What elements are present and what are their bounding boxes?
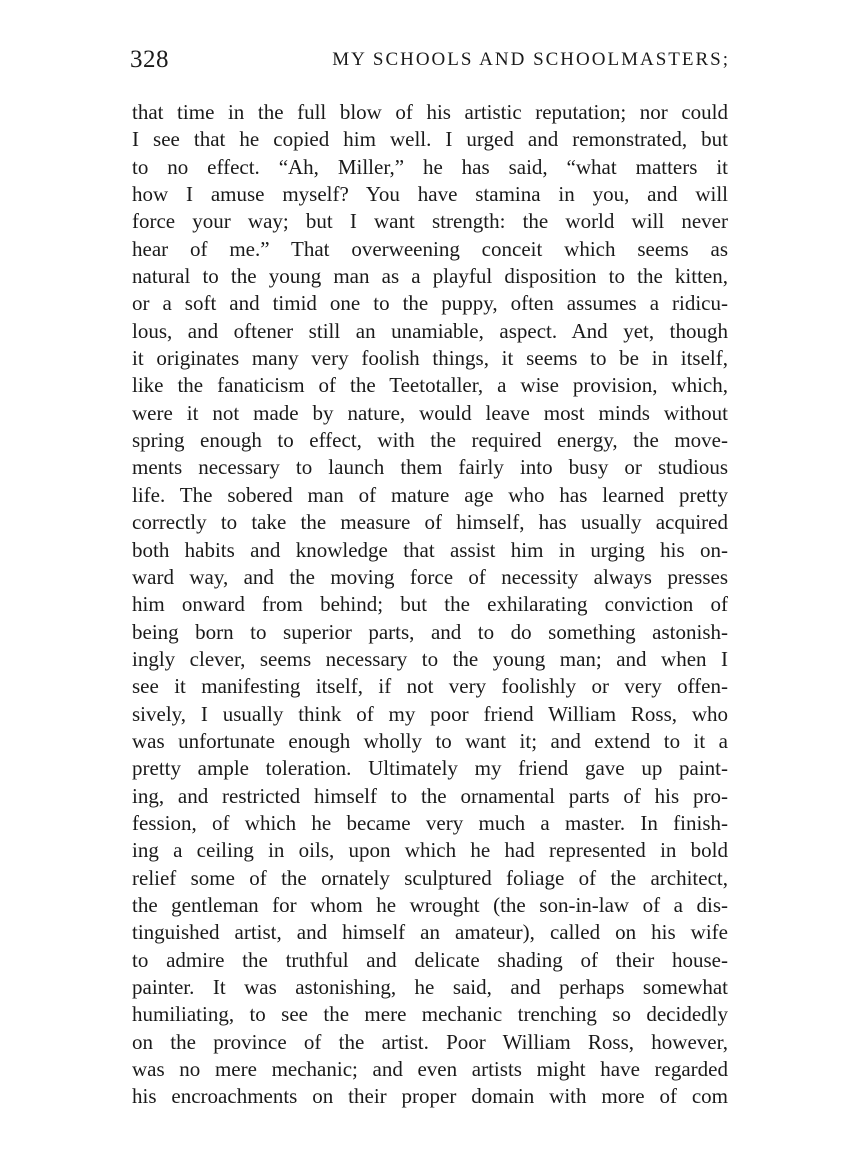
text-line: was unfortunate enough wholly to want it; and extend to it a [132, 728, 728, 753]
text-line: ingly clever, seems necessary to the young man; and when I [132, 646, 728, 671]
text-line: how I amuse myself? You have stamina in you, and will [132, 182, 728, 207]
text-line: like the fanaticism of the Teetotaller, a wise provision, which, [132, 373, 728, 398]
text-line: were it not made by nature, would leave most minds without [132, 400, 728, 425]
running-title: MY SCHOOLS AND SCHOOLMASTERS; [332, 49, 730, 70]
page-number: 328 [130, 46, 169, 73]
text-line: fession, of which he became very much a master. In finish- [132, 810, 728, 835]
running-head [130, 46, 730, 80]
text-line: it originates many very foolish things, it seems to be in itself, [132, 346, 728, 371]
text-line: both habits and knowledge that assist him in urging his on- [132, 537, 728, 562]
text-line: or a soft and timid one to the puppy, often assumes a ridicu- [132, 291, 728, 316]
text-line: ing a ceiling in oils, upon which he had represented in bold [132, 838, 728, 863]
text-line: see it manifesting itself, if not very foolishly or very offen- [132, 674, 728, 699]
text-line: humiliating, to see the mere mechanic trenching so decidedly [132, 1002, 728, 1027]
text-line: force your way; but I want strength: the world will never [132, 209, 728, 234]
body-text [132, 99, 728, 1111]
text-line: life. The sobered man of mature age who has learned pretty [132, 482, 728, 507]
text-line: hear of me.” That overweening conceit which seems as [132, 236, 728, 261]
text-line: him onward from behind; but the exhilarating conviction of [132, 592, 728, 617]
text-line: natural to the young man as a playful disposition to the kitten, [132, 264, 728, 289]
text-line: spring enough to effect, with the required energy, the move- [132, 428, 728, 453]
text-line: ward way, and the moving force of necessity always presses [132, 564, 728, 589]
text-line: his encroachments on their proper domain with more of com [132, 1084, 728, 1109]
text-line: correctly to take the measure of himself, has usually acquired [132, 510, 728, 535]
text-line: ments necessary to launch them fairly into busy or studious [132, 455, 728, 480]
text-line: painter. It was astonishing, he said, and perhaps somewhat [132, 975, 728, 999]
text-line: to no effect. “Ah, Miller,” he has said, “what matters it [132, 154, 728, 179]
text-line: the gentleman for whom he wrought (the son-in-law of a dis- [132, 892, 728, 917]
text-line: tinguished artist, and himself an amateur), called on his wife [132, 920, 728, 945]
text-line: pretty ample toleration. Ultimately my friend gave up paint- [132, 756, 728, 781]
text-line: that time in the full blow of his artistic reputation; nor could [132, 100, 728, 124]
text-line: relief some of the ornately sculptured foliage of the architect, [132, 865, 728, 890]
text-line: was no mere mechanic; and even artists might have regarded [132, 1057, 728, 1082]
text-line: being born to superior parts, and to do something astonish- [132, 619, 728, 644]
text-line: ing, and restricted himself to the ornamental parts of his pro- [132, 783, 728, 808]
text-line: sively, I usually think of my poor friend William Ross, who [132, 701, 728, 726]
text-line: on the province of the artist. Poor William Ross, however, [132, 1029, 728, 1054]
text-line: to admire the truthful and delicate shading of their house- [132, 947, 728, 972]
text-line: I see that he copied him well. I urged and remonstrated, but [132, 127, 728, 152]
text-line: lous, and oftener still an unamiable, aspect. And yet, though [132, 318, 728, 343]
